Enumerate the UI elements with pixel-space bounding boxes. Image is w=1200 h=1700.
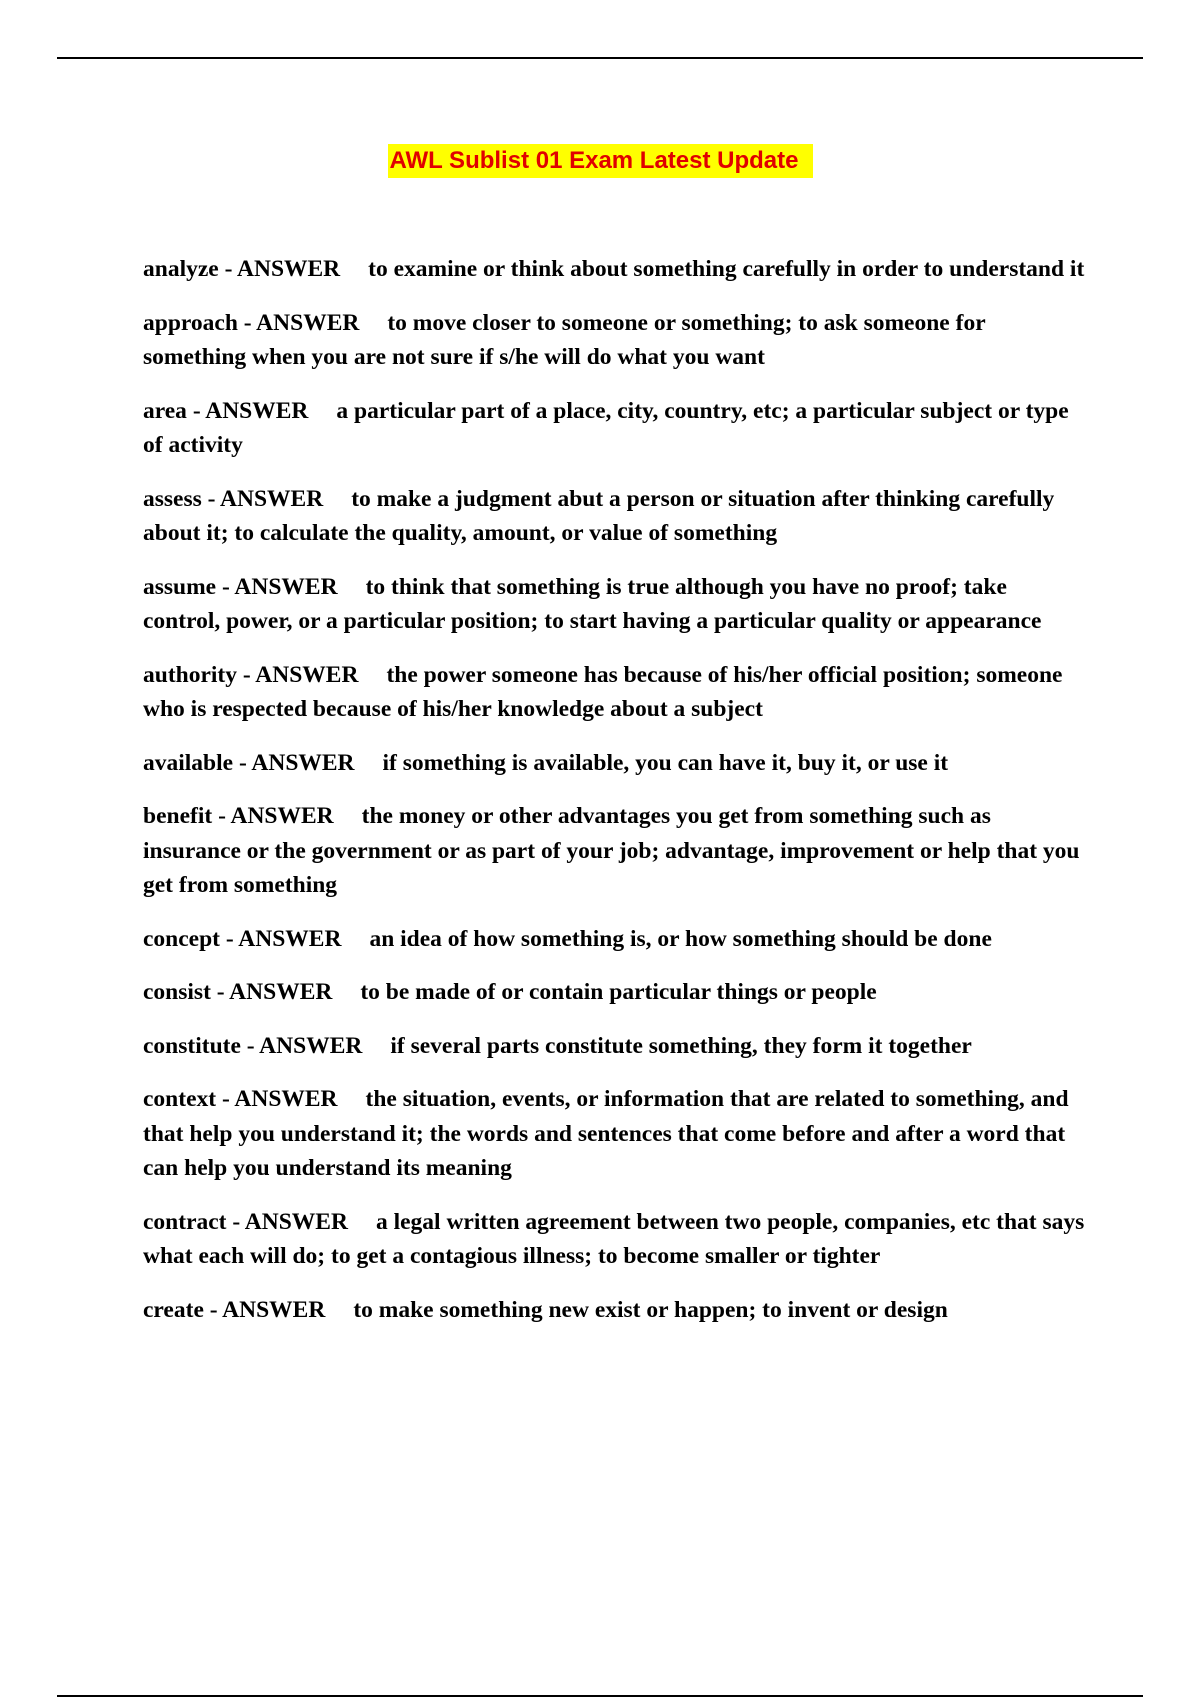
list-item <box>143 1205 1088 1274</box>
entry-term: analyze <box>143 256 219 282</box>
entry-term: assess <box>143 485 202 512</box>
list-item <box>143 922 1088 957</box>
list-item <box>143 658 1088 727</box>
entry-separator: - ANSWER <box>218 256 341 282</box>
entry-term: approach <box>143 309 238 336</box>
top-rule <box>57 57 1143 59</box>
entry-definition: the power someone has because of his/her official position; someone who is respected because of his/her knowledge about a subject <box>143 661 1063 722</box>
entry-separator: - ANSWER <box>203 1296 326 1323</box>
list-item <box>143 975 1088 1010</box>
list-item <box>143 799 1088 903</box>
entry-list <box>143 252 1088 1346</box>
entry-term: benefit <box>143 803 213 829</box>
entry-term: available <box>143 749 234 776</box>
entry-term: authority <box>143 661 237 688</box>
entry-term: context <box>143 1086 217 1112</box>
entry-term: assume <box>143 573 217 600</box>
entry-definition: if several parts constitute something, they form it together <box>390 1032 972 1059</box>
entry-separator: - ANSWER <box>237 661 359 688</box>
list-item <box>143 1293 1088 1328</box>
entry-definition: to move closer to someone or something; to ask someone for something when you are not sure if s/he will do what you want <box>143 309 986 370</box>
entry-separator: - ANSWER <box>240 1032 363 1059</box>
entry-definition: to make something new exist or happen; to invent or design <box>353 1296 948 1323</box>
list-item <box>143 394 1088 463</box>
entry-definition: to make a judgment abut a person or situation after thinking carefully about it; to calculate the quality, amount, or value of something <box>143 485 1055 546</box>
entry-separator: - ANSWER <box>210 979 333 1005</box>
entry-separator: - ANSWER <box>216 1086 338 1112</box>
entry-term: concept <box>143 925 221 952</box>
entry-definition: to be made of or contain particular things or people <box>360 979 877 1005</box>
entry-term: contract <box>143 1208 227 1235</box>
entry-definition: a particular part of a place, city, country, etc; a particular subject or type of activity <box>143 397 1069 458</box>
entry-separator: - ANSWER <box>212 803 334 829</box>
entry-separator: - ANSWER <box>216 573 338 600</box>
entry-definition: to think that something is true although you have no proof; take control, power, or a particular position; to start having a particular quality or appearance <box>143 573 1042 634</box>
list-item <box>143 1029 1088 1064</box>
entry-definition: if something is available, you can have it, buy it, or use it <box>382 749 949 776</box>
list-item <box>143 570 1088 639</box>
entry-separator: - ANSWER <box>186 397 309 424</box>
entry-definition: an idea of how something is, or how something should be done <box>369 925 992 952</box>
list-item <box>143 1082 1088 1186</box>
entry-definition: a legal written agreement between two people, companies, etc that says what each will do; to get a contagious illness; to become smaller or tighter <box>143 1208 1085 1269</box>
list-item <box>143 746 1088 781</box>
list-item <box>143 482 1088 551</box>
list-item <box>143 252 1088 287</box>
entry-separator: - ANSWER <box>201 485 324 512</box>
entry-term: create <box>143 1296 204 1323</box>
entry-separator: - ANSWER <box>226 1208 348 1235</box>
entry-term: constitute <box>143 1032 241 1059</box>
document-title: AWL Sublist 01 Exam Latest Update <box>388 144 813 178</box>
entry-definition: to examine or think about something carefully in order to understand it <box>368 256 1085 282</box>
list-item <box>143 306 1088 375</box>
bottom-rule <box>57 1695 1143 1697</box>
entry-definition: the money or other advantages you get from something such as insurance or the government or as part of your job; advantage, improvement or help that you get from something <box>143 803 1080 898</box>
entry-term: area <box>143 397 187 424</box>
entry-separator: - ANSWER <box>237 309 360 336</box>
entry-separator: - ANSWER <box>233 749 355 776</box>
entry-term: consist <box>143 979 211 1005</box>
entry-separator: - ANSWER <box>220 925 342 952</box>
entry-definition: the situation, events, or information that are related to something, and that help you understand it; the words and sentences that come before and after a word that can help you understand its meaning <box>143 1086 1069 1181</box>
title-wrapper <box>0 144 1200 178</box>
